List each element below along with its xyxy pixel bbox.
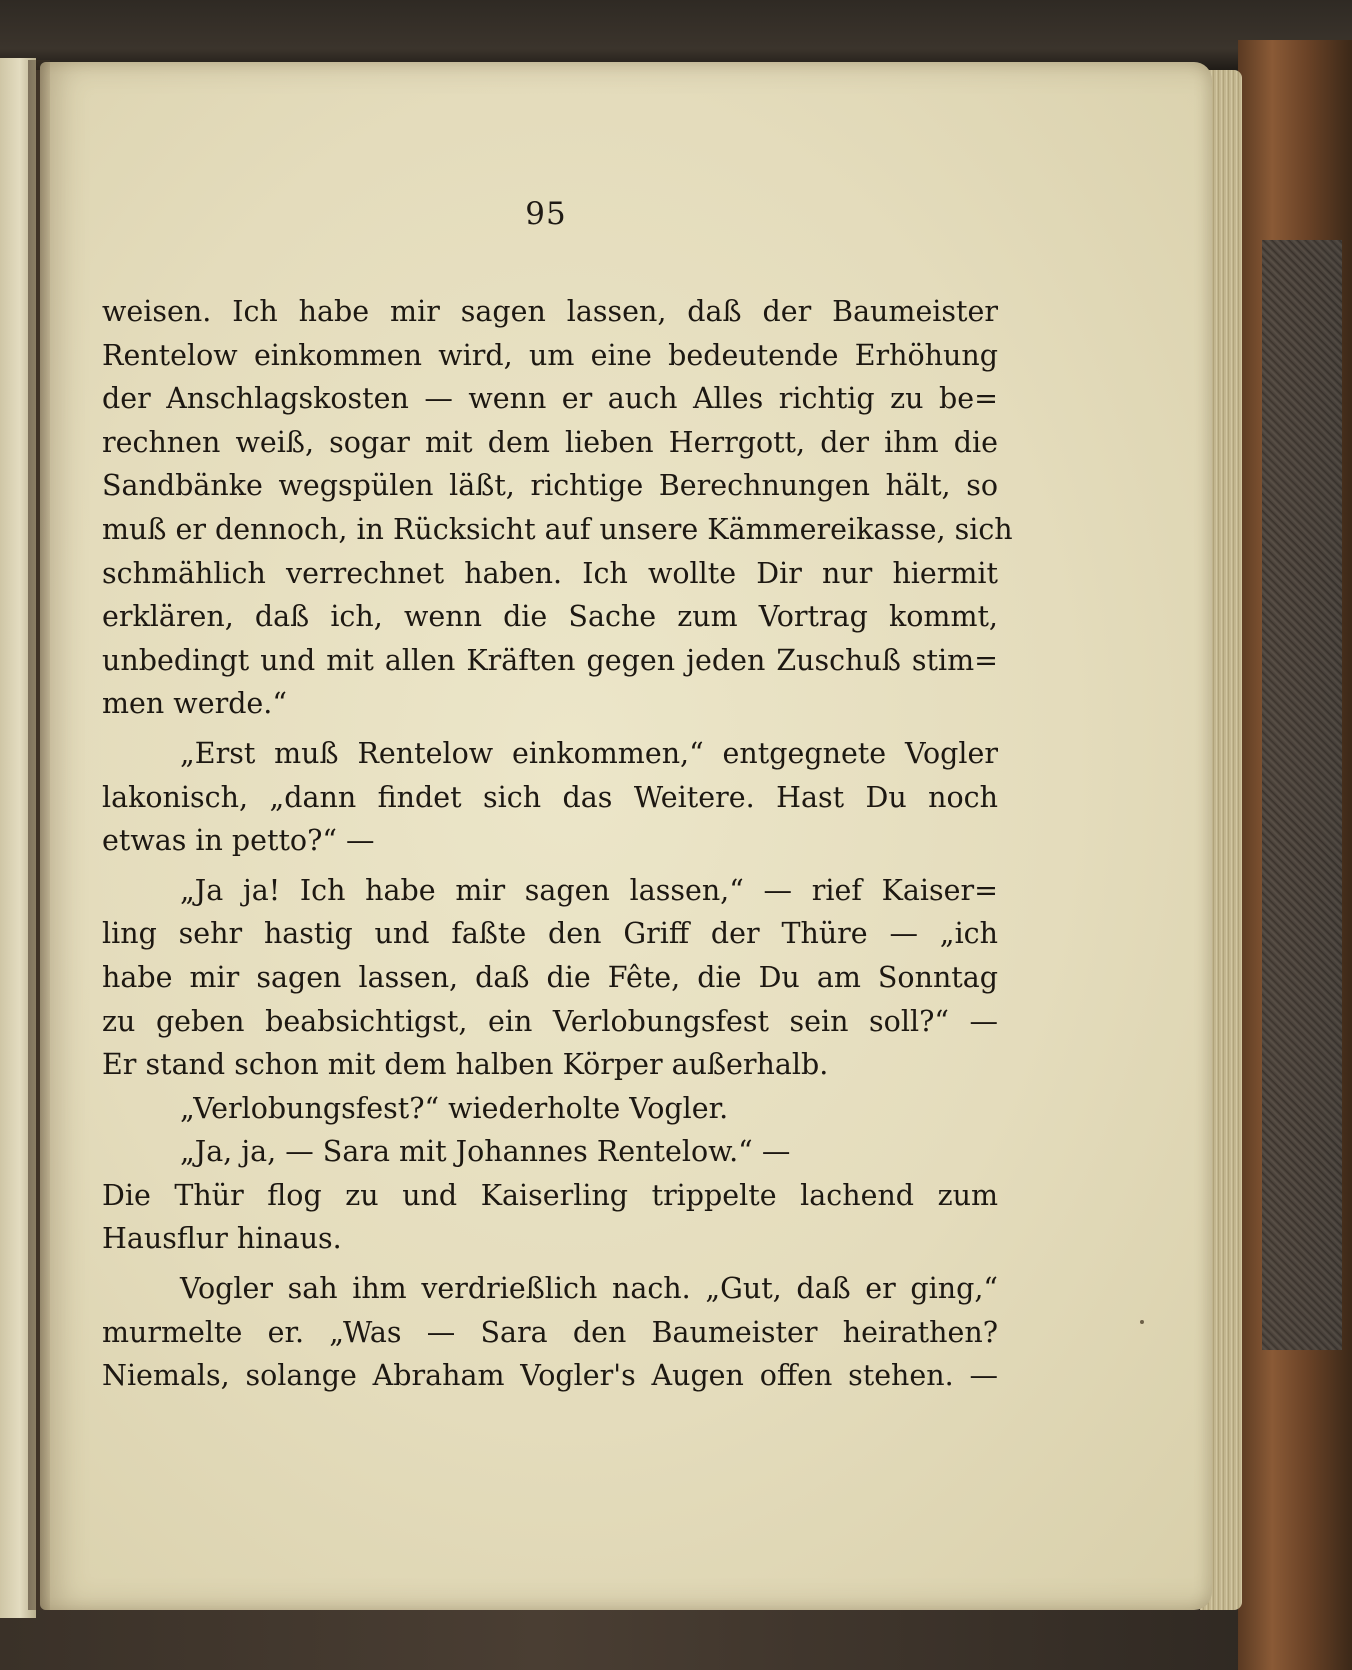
- text-line: ling sehr hastig und faßte den Griff der Thüre — „ich: [102, 917, 998, 951]
- text-line: Hausflur hinaus.: [102, 1222, 342, 1256]
- text-line: Die Thür flog zu und Kaiserling trippelte lachend zum: [102, 1178, 998, 1212]
- text-line: men werde.“: [102, 687, 287, 721]
- text-line: Rentelow einkommen wird, um eine bedeutende Erhöhung: [102, 338, 998, 372]
- page-number: 95: [525, 196, 567, 232]
- paper-speck: [1140, 1320, 1144, 1324]
- binding-cloth: [1262, 240, 1342, 1350]
- page-text: [102, 290, 1013, 1398]
- text-line: der Anschlagskosten — wenn er auch Alles richtig zu be=: [102, 382, 998, 416]
- text-line: lakonisch, „dann findet sich das Weitere. Hast Du noch: [102, 780, 998, 814]
- text-line: unbedingt und mit allen Kräften gegen jeden Zuschuß stim=: [102, 643, 998, 677]
- text-line: Er stand schon mit dem halben Körper außerhalb.: [102, 1048, 829, 1082]
- text-line: etwas in petto?“ —: [102, 824, 375, 858]
- text-line: muß er dennoch, in Rücksicht auf unsere Kämmereikasse, sich: [102, 512, 1013, 546]
- text-line: „Erst muß Rentelow einkommen,“ entgegnete Vogler: [180, 736, 998, 770]
- text-line: rechnen weiß, sogar mit dem lieben Herrgott, der ihm die: [102, 425, 998, 459]
- text-line: schmählich verrechnet haben. Ich wollte Dir nur hiermit: [102, 556, 998, 590]
- text-line: weisen. Ich habe mir sagen lassen, daß der Baumeister: [102, 295, 998, 328]
- text-line: „Ja ja! Ich habe mir sagen lassen,“ — rief Kaiser=: [180, 873, 998, 907]
- text-line: Sandbänke wegspülen läßt, richtige Berechnungen hält, so: [102, 469, 998, 503]
- text-line: zu geben beabsichtigst, ein Verlobungsfest sein soll?“ —: [102, 1004, 998, 1038]
- text-line: erklären, daß ich, wenn die Sache zum Vortrag kommt,: [102, 600, 998, 634]
- book-cover-top: [0, 0, 1352, 70]
- page-gutter-shadow: [28, 60, 50, 1610]
- text-line: habe mir sagen lassen, daß die Fête, die Du am Sonntag: [102, 960, 998, 994]
- text-line: „Verlobungsfest?“ wiederholte Vogler.: [180, 1091, 729, 1125]
- text-line: Vogler sah ihm verdrießlich nach. „Gut, daß er ging,“: [180, 1272, 998, 1306]
- text-line: „Ja, ja, — Sara mit Johannes Rentelow.“ —: [180, 1135, 791, 1169]
- text-line: murmelte er. „Was — Sara den Baumeister heirathen?: [102, 1315, 998, 1349]
- text-line: Niemals, solange Abraham Vogler's Augen offen stehen. —: [102, 1359, 998, 1393]
